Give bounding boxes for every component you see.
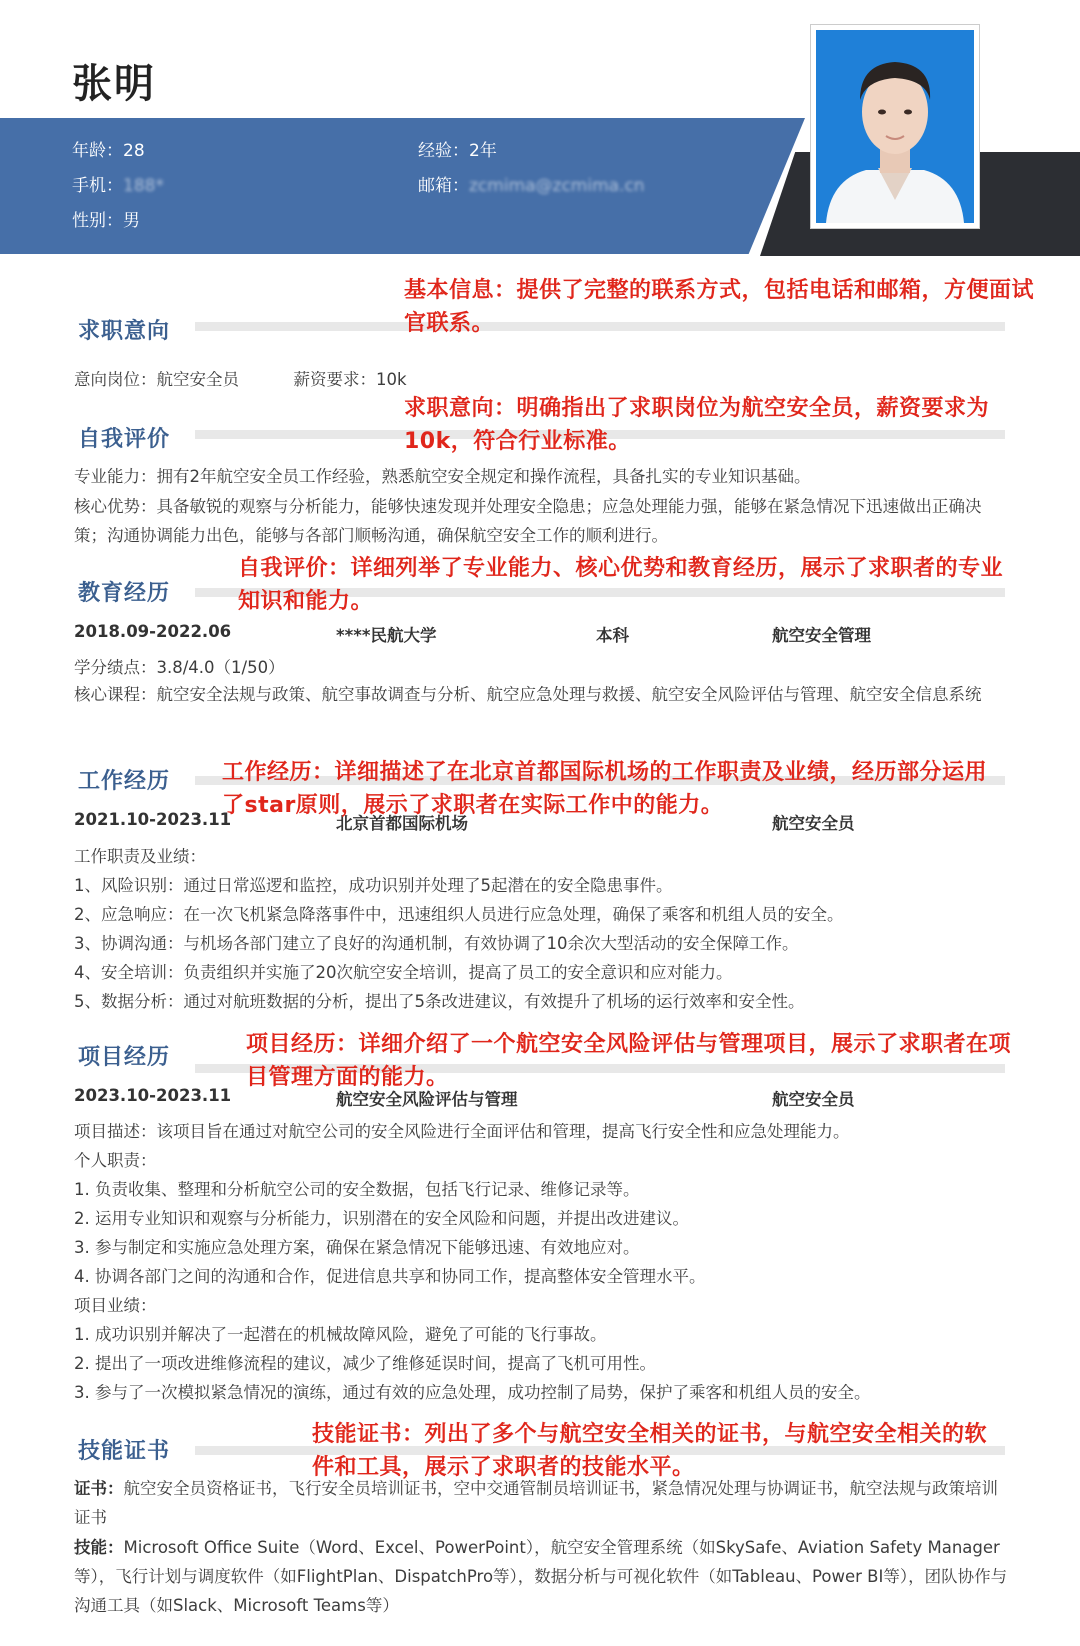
project-role: 航空安全员 [772, 1090, 855, 1109]
annotation-project: 项目经历：详细介绍了一个航空安全风险评估与管理项目，展示了求职者在项目管理方面的能力。 [246, 1032, 1012, 1090]
portrait-icon [816, 30, 974, 223]
gender-value: 男 [123, 211, 140, 231]
work-company: 北京首都国际机场 [336, 814, 468, 833]
email-label: 邮箱： [418, 176, 469, 196]
project-duty: 4. 协调各部门之间的沟通和合作，促进信息共享和协同工作，提高整体安全管理水平。 [74, 1267, 706, 1286]
work-period: 2021.10-2023.11 [74, 810, 232, 829]
experience-field [418, 136, 497, 161]
work-item: 1、风险识别：通过日常巡逻和监控，成功识别并处理了5起潜在的安全隐患事件。 [74, 876, 673, 895]
work-item: 2、应急响应：在一次飞机紧急降落事件中，迅速组织人员进行应急处理，确保了乘客和机组人员的安全。 [74, 905, 844, 924]
age-label: 年龄： [72, 141, 123, 161]
project-result: 2. 提出了一项改进维修流程的建议，减少了维修延误时间，提高了飞机可用性。 [74, 1354, 656, 1373]
project-duty: 1. 负责收集、整理和分析航空公司的安全数据，包括飞行记录、维修记录等。 [74, 1180, 640, 1199]
education-gpa: 学分绩点：3.8/4.0（1/50） [74, 658, 285, 677]
phone-field [72, 171, 164, 196]
section-title-work: 工作经历 [78, 769, 171, 794]
section-title-project: 项目经历 [78, 1045, 171, 1070]
work-item: 4、安全培训：负责组织并实施了20次航空安全培训，提高了员工的安全意识和应对能力。 [74, 963, 733, 982]
section-title-intent: 求职意向 [78, 319, 171, 344]
project-desc: 项目描述：该项目旨在通过对航空公司的安全风险进行全面评估和管理，提高飞行安全性和应急处理能力。 [74, 1122, 850, 1141]
work-item: 5、数据分析：通过对航班数据的分析，提出了5条改进建议，有效提升了机场的运行效率和安全性。 [74, 992, 805, 1011]
work-heading: 工作职责及业绩： [74, 847, 206, 866]
project-duty: 3. 参与制定和实施应急处理方案，确保在紧急情况下能够迅速、有效地应对。 [74, 1238, 640, 1257]
section-title-education: 教育经历 [78, 581, 171, 606]
cert-label: 证书： [74, 1479, 124, 1498]
project-result: 1. 成功识别并解决了一起潜在的机械故障风险，避免了可能的飞行事故。 [74, 1325, 607, 1344]
email-value: zcmima@zcmima.cn [469, 176, 645, 196]
phone-label: 手机： [72, 176, 123, 196]
section-title-skills: 技能证书 [78, 1439, 171, 1464]
project-period: 2023.10-2023.11 [74, 1086, 232, 1105]
project-results-heading: 项目业绩： [74, 1296, 157, 1315]
position-label: 意向岗位： [74, 370, 157, 389]
position-value: 航空安全员 [156, 370, 239, 389]
education-courses: 核心课程：航空安全法规与政策、航空事故调查与分析、航空应急处理与救援、航空安全风险评估与管理、航空安全信息系统 [74, 685, 982, 704]
self-eval-advantage: 核心优势：具备敏锐的观察与分析能力，能够快速发现并处理安全隐患；应急处理能力强，能够在紧急情况下迅速做出正确决策；沟通协调能力出色，能够与各部门顺畅沟通，确保航空安全工作的顺利进行。 [74, 497, 982, 545]
experience-value: 2年 [469, 141, 497, 161]
annotation-intent: 求职意向：明确指出了求职岗位为航空安全员，薪资要求为10k，符合行业标准。 [404, 396, 990, 454]
gender-field [72, 206, 140, 231]
work-item: 3、协调沟通：与机场各部门建立了良好的沟通机制，有效协调了10余次大型活动的安全保障工作。 [74, 934, 799, 953]
skill-label: 技能： [74, 1538, 124, 1557]
skill-text: Microsoft Office Suite（Word、Excel、PowerPoint），航空安全管理系统（如SkySafe、Aviation Safety Manager等），飞行计划与调度软件（如FlightPlan、DispatchPro等），数据分析与可视化软件（如Tableau、Power BI等），团队协作与沟通工具（如Slack、Microsoft Teams等） [74, 1538, 1008, 1615]
section-title-self-eval: 自我评价 [78, 427, 171, 452]
self-eval-ability: 专业能力：拥有2年航空安全员工作经验，熟悉航空安全规定和操作流程，具备扎实的专业知识基础。 [74, 467, 811, 486]
candidate-name: 张明 [72, 61, 156, 107]
phone-value: 188* [123, 176, 164, 196]
experience-label: 经验： [418, 141, 469, 161]
cert-text: 航空安全员资格证书，飞行安全员培训证书，空中交通管制员培训证书，紧急情况处理与协调证书，航空法规与政策培训证书 [74, 1479, 998, 1527]
annotation-skills: 技能证书：列出了多个与航空安全相关的证书，与航空安全相关的软件和工具，展示了求职者的技能水平。 [312, 1422, 988, 1480]
education-degree: 本科 [596, 626, 629, 645]
project-result: 3. 参与了一次模拟紧急情况的演练，通过有效的应急处理，成功控制了局势，保护了乘客和机组人员的安全。 [74, 1383, 871, 1402]
annotation-basic: 基本信息：提供了完整的联系方式，包括电话和邮箱，方便面试官联系。 [404, 278, 1035, 336]
work-role: 航空安全员 [772, 814, 855, 833]
gender-label: 性别： [72, 211, 123, 231]
annotation-work: 工作经历：详细描述了在北京首都国际机场的工作职责及业绩，经历部分运用了star原则，展示了求职者在实际工作中的能力。 [222, 760, 988, 818]
age-value: 28 [123, 141, 145, 161]
email-field [418, 171, 645, 196]
project-duty: 2. 运用专业知识和观察与分析能力，识别潜在的安全风险和问题，并提出改进建议。 [74, 1209, 689, 1228]
education-major: 航空安全管理 [772, 626, 871, 645]
education-period: 2018.09-2022.06 [74, 622, 232, 641]
age-field [72, 136, 145, 161]
skills-tools [74, 1533, 1010, 1620]
salary-value: 10k [376, 370, 407, 389]
project-duties-heading: 个人职责： [74, 1151, 157, 1170]
annotation-self-eval: 自我评价：详细列举了专业能力、核心优势和教育经历，展示了求职者的专业知识和能力。 [238, 556, 1004, 614]
avatar [810, 24, 980, 229]
education-school: ****民航大学 [336, 626, 437, 645]
salary-label: 薪资要求： [293, 370, 376, 389]
intent-line [74, 366, 407, 390]
project-name: 航空安全风险评估与管理 [336, 1090, 518, 1109]
